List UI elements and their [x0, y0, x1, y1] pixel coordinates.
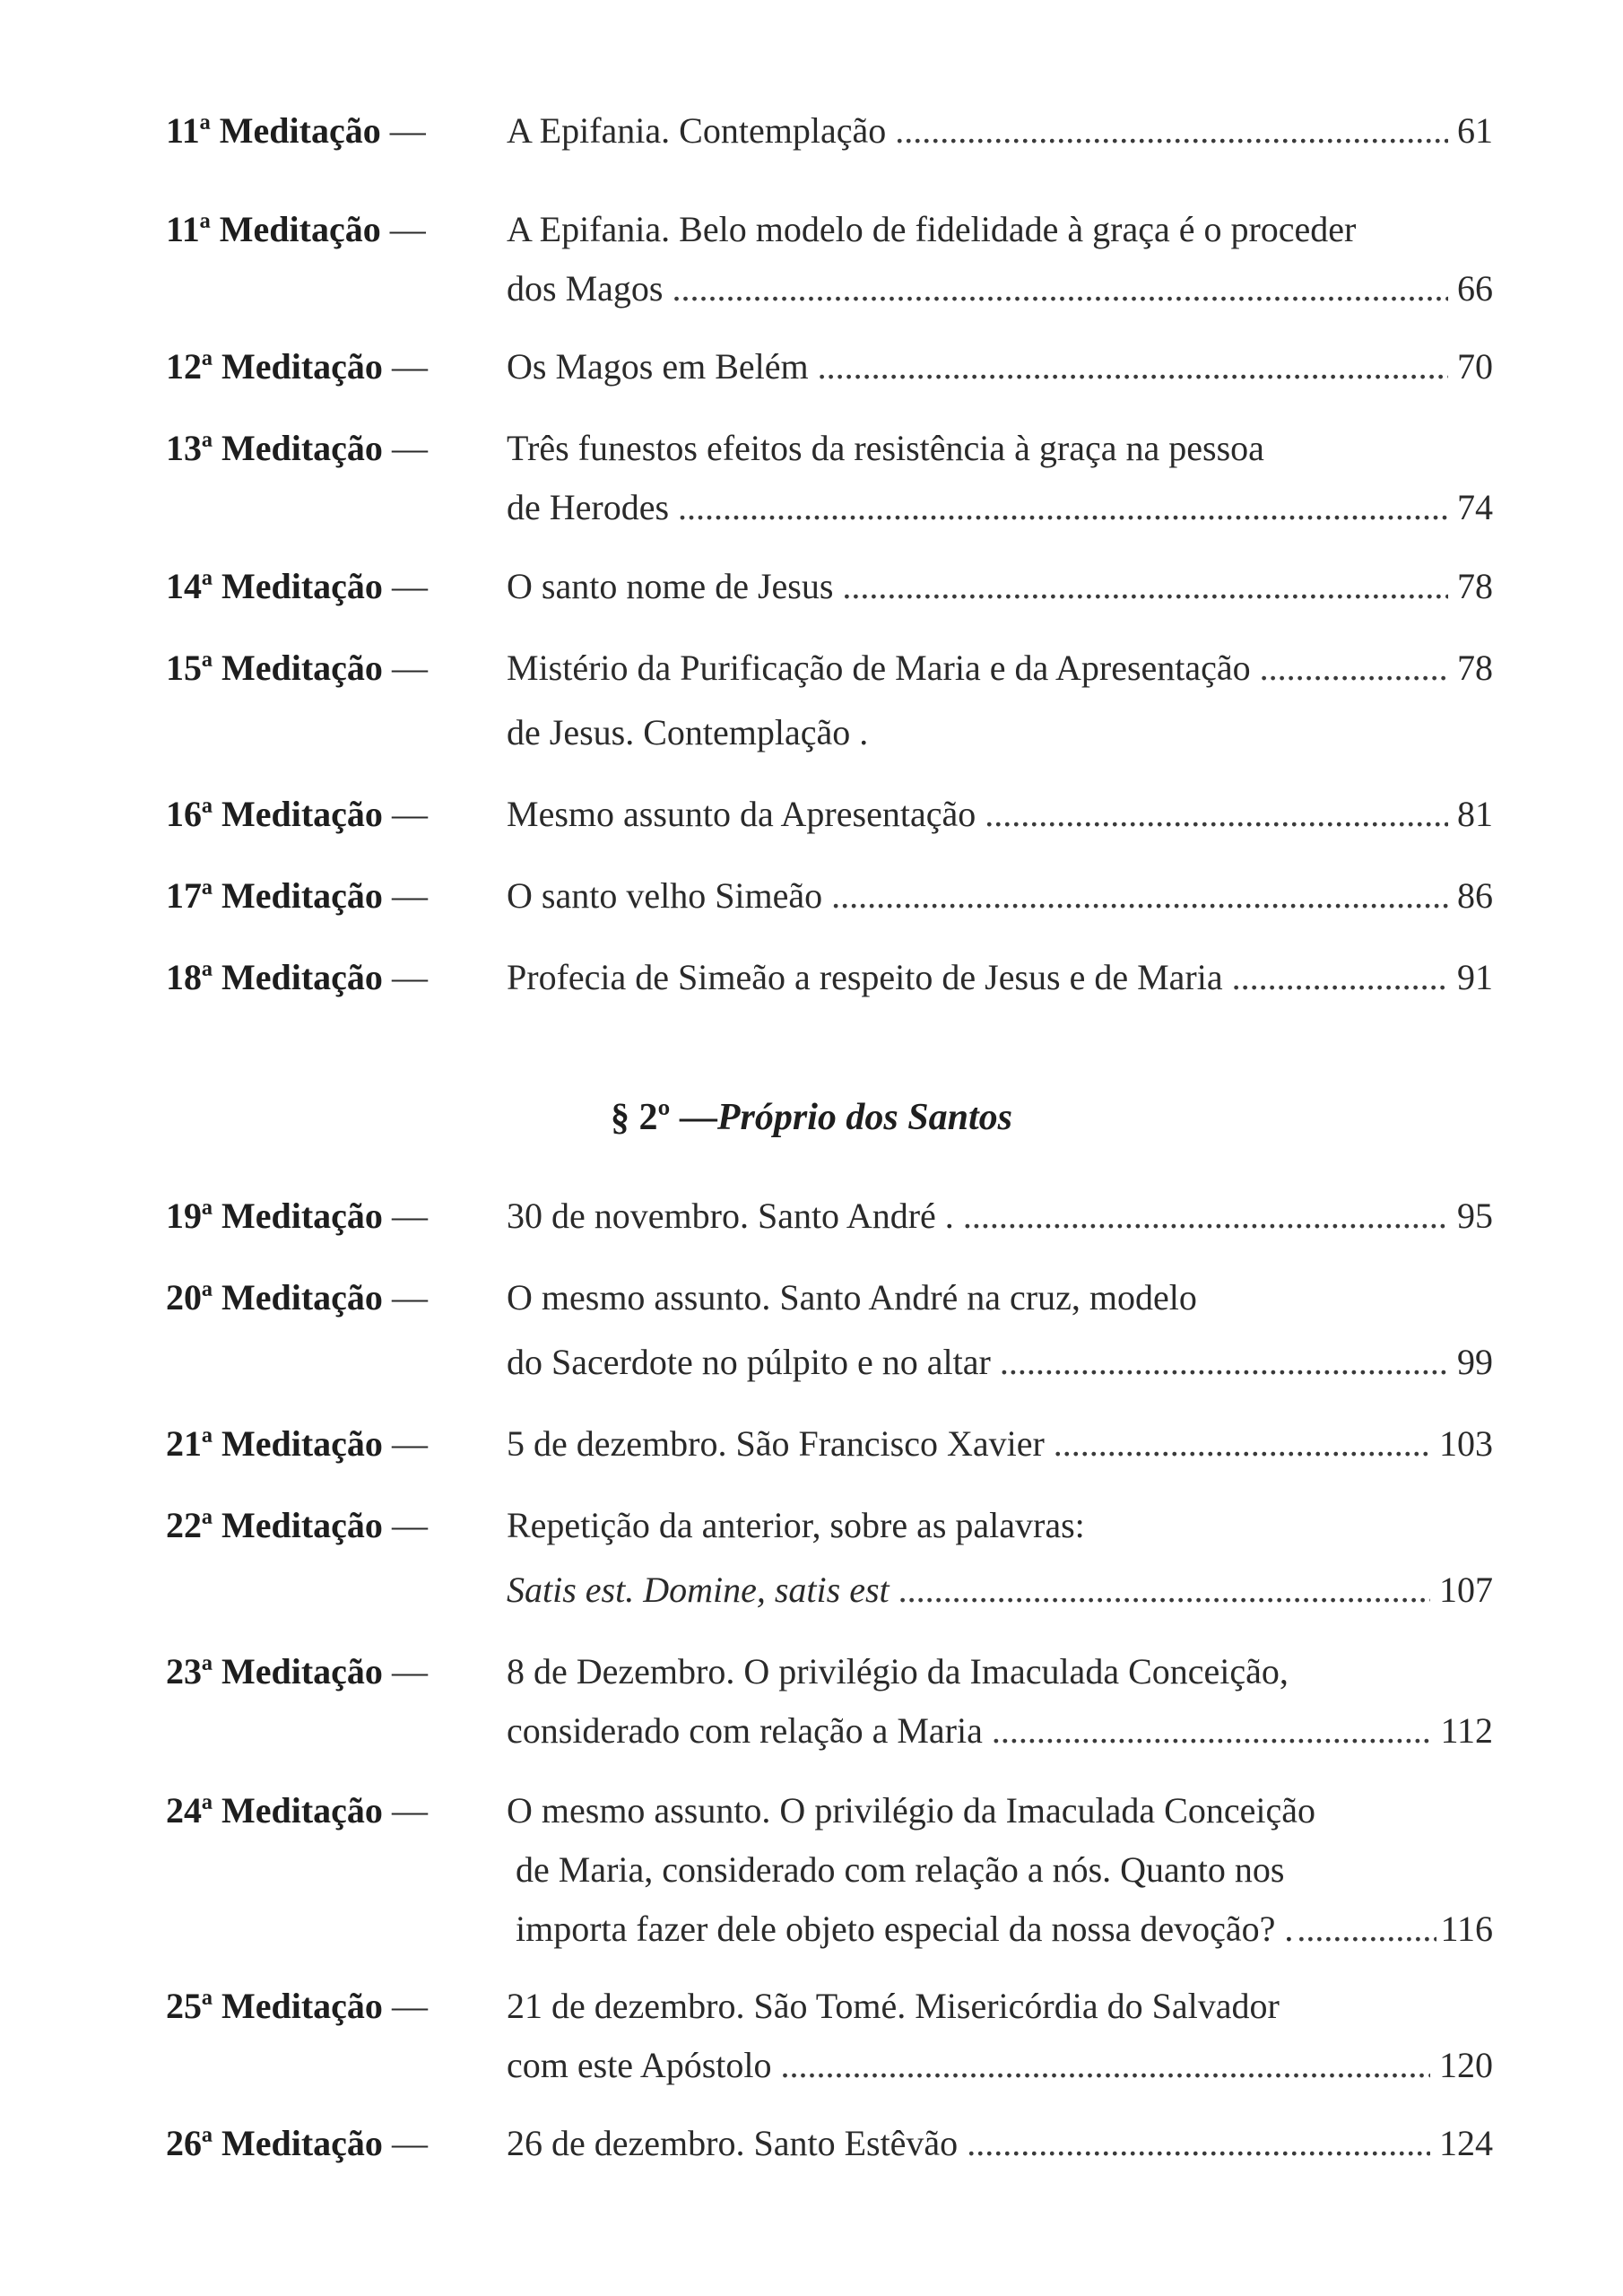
toc-entry-17[interactable]: 17ª Meditação — O santo velho Simeão . . . 86 [166, 866, 1493, 926]
page-number: 107 [1439, 1570, 1493, 1610]
dot-leader [842, 557, 1448, 616]
entry-title: O santo velho Simeão [507, 875, 823, 916]
entry-title: O mesmo assunto. O privilégio da Imaculada Conceição [507, 1790, 1315, 1831]
entry-title-continued: de Jesus. Contemplação . [507, 712, 869, 752]
entry-label: 17ª Meditação [166, 875, 383, 916]
entry-title-continued: de Maria, considerado com relação a nós. Quanto nos [516, 1849, 1285, 1890]
entry-title: 21 de dezembro. São Tomé. Misericórdia do Salvador [507, 1986, 1280, 2026]
page-number: 74 [1457, 487, 1493, 527]
dot-leader [1000, 1333, 1448, 1392]
dot-leader [831, 866, 1448, 926]
dot-leader [1297, 1900, 1436, 1959]
page-number: 103 [1439, 1423, 1493, 1464]
entry-title: 8 de Dezembro. O privilégio da Imaculada Conceição, [507, 1651, 1289, 1692]
entry-label: 19ª Meditação [166, 1196, 383, 1236]
dot-leader [1232, 948, 1448, 1007]
entry-label: 18ª Meditação [166, 957, 383, 997]
entry-title: 5 de dezembro. São Francisco Xavier [507, 1423, 1045, 1464]
entry-title: O santo nome de Jesus [507, 566, 834, 606]
page-number: 99 [1457, 1342, 1493, 1382]
page-number: 78 [1457, 566, 1493, 606]
toc-entry-11b[interactable]: 11ª Meditação — A Epifania. Belo modelo de fidelidade à graça é o proceder dos Magos . . . 66 [166, 200, 1493, 318]
toc-entry-26[interactable]: 26ª Meditação — 26 de dezembro. Santo Estêvão . . . 124 [166, 2114, 1493, 2173]
page-number: 70 [1457, 346, 1493, 387]
entry-title: Mistério da Purificação de Maria e da Apresentação [507, 648, 1251, 688]
entry-label: 22ª Meditação [166, 1505, 383, 1545]
dot-leader [898, 1561, 1430, 1620]
entry-label: 11ª Meditação [166, 110, 381, 151]
entry-title: 26 de dezembro. Santo Estêvão [507, 2123, 959, 2163]
entry-label: 24ª Meditação [166, 1790, 383, 1831]
toc-entry-16[interactable]: 16ª Meditação — Mesmo assunto da Apresentação . . . 81 [166, 785, 1493, 844]
dot-leader [1054, 1414, 1430, 1474]
entry-label: 21ª Meditação [166, 1423, 383, 1464]
page-number: 116 [1440, 1909, 1493, 1949]
toc-entry-15[interactable]: 15ª Meditação — Mistério da Purificação de Maria e da Apresentação . . . 78 de Jesus. Contemplação . [166, 639, 1493, 762]
toc-entry-13[interactable]: 13ª Meditação — Três funestos efeitos da resistência à graça na pessoa de Herodes . . . 74 [166, 419, 1493, 537]
page-number: 120 [1439, 2045, 1493, 2085]
entry-title-continued: do Sacerdote no púlpito e no altar [507, 1342, 991, 1382]
toc-entry-22[interactable]: 22ª Meditação — Repetição da anterior, sobre as palavras: Satis est. Domine, satis est . . . 107 [166, 1496, 1493, 1620]
page-number: 91 [1457, 957, 1493, 997]
toc-entry-24[interactable]: 24ª Meditação — O mesmo assunto. O privilégio da Imaculada Conceição de Maria, considerado com relação a nós. Quanto nos importa fazer dele objeto especial da nossa devoção? . . . . 116 [166, 1781, 1493, 1959]
dot-leader [781, 2036, 1430, 2095]
entry-title-continued: dos Magos [507, 268, 664, 309]
entry-title: Repetição da anterior, sobre as palavras: [507, 1505, 1085, 1545]
toc-entry-23[interactable]: 23ª Meditação — 8 de Dezembro. O privilégio da Imaculada Conceição, considerado com relação a Maria . . . 112 [166, 1642, 1493, 1761]
entry-title-continued: Satis est. Domine, satis est [507, 1570, 890, 1610]
toc-entry-21[interactable]: 21ª Meditação — 5 de dezembro. São Francisco Xavier . . . 103 [166, 1414, 1493, 1474]
entry-label: 25ª Meditação [166, 1986, 383, 2026]
entry-title: 30 de novembro. Santo André . [507, 1196, 954, 1236]
entry-title: A Epifania. Belo modelo de fidelidade à graça é o proceder [507, 209, 1357, 249]
section-prefix: § 2º — [611, 1097, 717, 1138]
dot-leader [985, 785, 1448, 844]
dot-leader [895, 101, 1448, 161]
entry-label: 16ª Meditação [166, 794, 383, 834]
page-number: 78 [1457, 648, 1493, 688]
entry-title-continued: de Herodes [507, 487, 670, 527]
toc-entry-19[interactable]: 19ª Meditação — 30 de novembro. Santo André . . . . 95 [166, 1187, 1493, 1246]
page-number: 112 [1440, 1710, 1493, 1751]
entry-title: Mesmo assunto da Apresentação [507, 794, 976, 834]
entry-label: 12ª Meditação [166, 346, 383, 387]
entry-title-continued: com este Apóstolo [507, 2045, 772, 2085]
page-number: 95 [1457, 1196, 1493, 1236]
entry-label: 23ª Meditação [166, 1651, 383, 1692]
entry-label: 13ª Meditação [166, 428, 383, 468]
entry-title-continued: importa fazer dele objeto especial da nossa devoção? . [516, 1909, 1294, 1949]
toc-entry-20[interactable]: 20ª Meditação — O mesmo assunto. Santo André na cruz, modelo do Sacerdote no púlpito e no altar . . . 99 [166, 1268, 1493, 1392]
page-number: 81 [1457, 794, 1493, 834]
page-number: 66 [1457, 268, 1493, 309]
toc-entry-18[interactable]: 18ª Meditação — Profecia de Simeão a respeito de Jesus e de Maria . . . 91 [166, 948, 1493, 1007]
entry-title: Três funestos efeitos da resistência à graça na pessoa [507, 428, 1264, 468]
entry-title: Os Magos em Belém [507, 346, 809, 387]
entry-label: 14ª Meditação [166, 566, 383, 606]
toc-entry-25[interactable]: 25ª Meditação — 21 de dezembro. São Tomé. Misericórdia do Salvador com este Apóstolo . . . 120 [166, 1977, 1493, 2095]
entry-title-continued: considerado com relação a Maria [507, 1710, 983, 1751]
section-heading [0, 1096, 1623, 1139]
entry-label: 11ª Meditação [166, 209, 381, 249]
page-number: 86 [1457, 875, 1493, 916]
entry-title: Profecia de Simeão a respeito de Jesus e de Maria [507, 957, 1223, 997]
page-number: 61 [1457, 110, 1493, 151]
toc-entry-14[interactable]: 14ª Meditação — O santo nome de Jesus . . . 78 [166, 557, 1493, 616]
entry-label: 20ª Meditação [166, 1277, 383, 1318]
dot-leader [1260, 639, 1448, 698]
entry-label: 26ª Meditação [166, 2123, 383, 2163]
dot-leader [818, 337, 1448, 396]
entry-title: A Epifania. Contemplação [507, 110, 887, 151]
section-title: Próprio dos Santos [716, 1097, 1012, 1138]
dot-leader [992, 1701, 1432, 1761]
dot-leader [967, 2114, 1430, 2173]
toc-entry-12[interactable]: 12ª Meditação — Os Magos em Belém . . . 70 [166, 337, 1493, 396]
entry-label: 15ª Meditação [166, 648, 383, 688]
toc-entry-11a[interactable]: 11ª Meditação — A Epifania. Contemplação . . . 61 [166, 101, 1493, 161]
dot-leader [672, 259, 1448, 318]
dot-leader [678, 478, 1448, 537]
entry-title: O mesmo assunto. Santo André na cruz, modelo [507, 1277, 1197, 1318]
page-number: 124 [1439, 2123, 1493, 2163]
dot-leader [963, 1187, 1448, 1246]
